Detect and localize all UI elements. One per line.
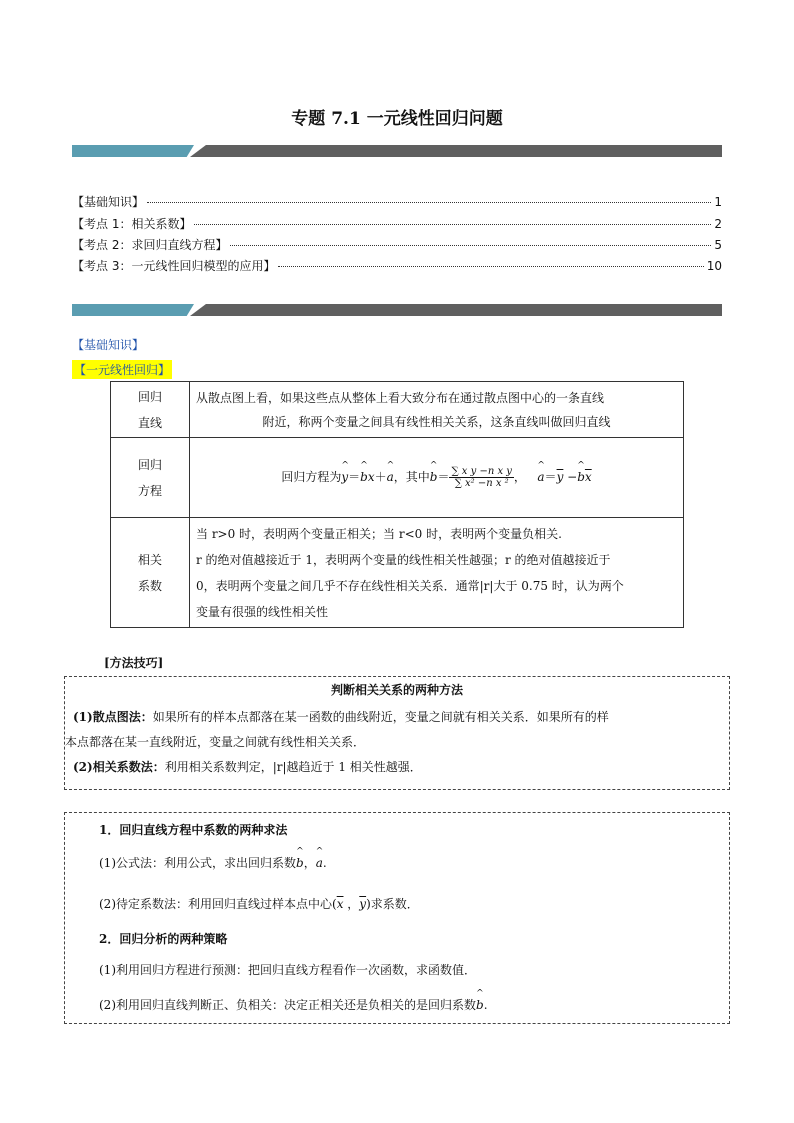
table-row [111,382,684,438]
section-heading: 【基础知识】 [72,338,145,352]
row-head: 回归 方程 [111,438,190,518]
row-content: 当 r>0 时，表明两个变量正相关；当 r<0 时，表明两个变量负相关. r 的绝对值越接近于 1，表明两个变量的线性相关性越强；r 的绝对值越接近于 0，表明两个变量之间几乎不存在线性相关关系．通常|r|大于 0.75 时，认为两个 变量有很强的线性相关性 [190,518,684,628]
toc-item-topic2[interactable]: 【考点 2：求回归直线方程】 5 [72,238,722,252]
method-box-1: 判断相关关系的两种方法 (1)散点图法：如果所有的样本点都落在某一函数的曲线附近，变量之间就有相关关系．如果所有的样 本点都落在某一直线附近，变量之间就有线性相关关系． (2)相关系数法：利用相关系数判定，|r|越趋近于 1 相关性越强． [64,676,730,790]
highlight-heading: 【一元线性回归】 [72,360,172,379]
method-label: [方法技巧] [104,656,164,670]
toc-item-topic3[interactable]: 【考点 3：一元线性回归模型的应用】 10 [72,259,722,273]
toc-item-topic1[interactable]: 【考点 1：相关系数】 2 [72,217,722,231]
toc-item-basic[interactable]: 【基础知识】 1 [72,195,722,209]
row-content: 从散点图上看，如果这些点从整体上看大致分布在通过散点图中心的一条直线 附近，称两个变量之间具有线性相关关系，这条直线叫做回归直线 [190,382,684,438]
page-title: 专题 7.1 一元线性回归问题 [291,109,503,129]
section-divider-bar [72,304,722,316]
table-row [111,438,684,518]
knowledge-table [110,381,684,628]
table-row [111,518,684,628]
header-divider-bar [72,145,722,157]
row-head: 相关 系数 [111,518,190,628]
method-box-2: 1．回归直线方程中系数的两种求法 (1)公式法：利用公式，求出回归系数^ b，^ a. (2)待定系数法：利用回归直线过样本点中心($\overline{x}$ ，$\overline{y}$)求系数． 2．回归分析的两种策略 (1)利用回归方程进行预测：把回归直线方程看作一次函数，求函数值． (2)利用回归直线判断正、负相关：决定正相关还是负相关的是回归系数^ b. [64,812,730,1024]
regression-formula: 回归方程为^ y＝^ bx＋^ a，其中^ b＝ $\frac{\text{∑ x y −n x y}}{\text{∑ x² −n x ²}}$ ， ^ $a=\overline{y}$ −^ $b\overline{x}$ [190,438,684,518]
row-head: 回归 直线 [111,382,190,438]
